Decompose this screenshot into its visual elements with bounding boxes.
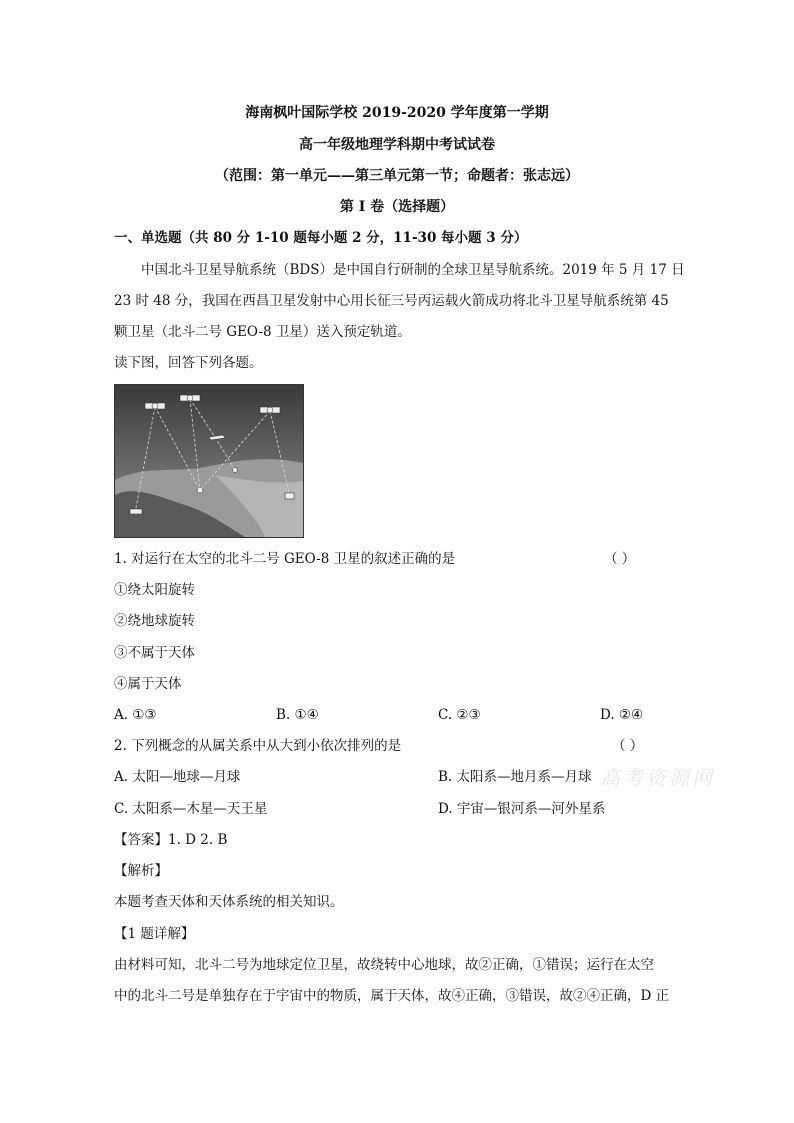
analysis-text: 本题考查天体和天体系统的相关知识。 — [114, 894, 344, 910]
q1-answer-blank: （ ） — [604, 551, 636, 567]
q1-option-a: A. ①③ — [114, 707, 157, 723]
q2-option-d: D. 宇宙—银河系—河外星系 — [438, 801, 606, 817]
q1-item-1: ①绕太阳旋转 — [114, 582, 195, 598]
q1-option-b: B. ①④ — [276, 707, 319, 723]
satellite-navigation-figure — [114, 384, 304, 538]
q1-item-4: ④属于天体 — [114, 676, 182, 692]
q2-option-c: C. 太阳系—木星—天王星 — [114, 801, 268, 817]
exam-title-subject: 高一年级地理学科期中考试试卷 — [299, 137, 495, 153]
answer-line: 【答案】1. D 2. B — [114, 832, 228, 848]
q2-stem: 2. 下列概念的从属关系中从大到小依次排列的是 — [114, 738, 402, 754]
analysis-label: 【解析】 — [114, 863, 168, 879]
detail-label: 【1 题详解】 — [114, 926, 195, 942]
q2-option-b: B. 太阳系—地月系—月球 — [438, 769, 592, 785]
volume-title: 第 I 卷（选择题） — [339, 199, 455, 215]
q1-item-3: ③不属于天体 — [114, 645, 195, 661]
passage-line-2: 23 时 48 分，我国在西昌卫星发射中心用长征三号丙运载火箭成功将北斗卫星导航系统第 45 — [114, 293, 669, 309]
satellite-figure-image — [115, 385, 303, 537]
exam-title-school: 海南枫叶国际学校 2019-2020 学年度第一学期 — [245, 105, 549, 121]
q2-option-a: A. 太阳—地球—月球 — [114, 769, 241, 785]
section-heading: 一、单选题（共 80 分 1-10 题每小题 2 分，11-30 每小题 3 分） — [114, 230, 528, 246]
passage-line-1: 中国北斗卫星导航系统（BDS）是中国自行研制的全球卫星导航系统。2019 年 5 月 17 日 — [141, 262, 685, 278]
exam-scope: （范围：第一单元——第三单元第一节；命题者：张志远） — [215, 168, 579, 184]
q1-item-2: ②绕地球旋转 — [114, 613, 195, 629]
q1-option-c: C. ②③ — [438, 707, 481, 723]
detail-line-1: 由材料可知，北斗二号为地球定位卫星，故绕转中心地球，故②正确，①错误；运行在太空 — [114, 957, 654, 973]
q2-answer-blank: （ ） — [612, 738, 644, 754]
passage-prompt: 读下图，回答下列各题。 — [114, 355, 263, 371]
watermark: 高考资源网 — [600, 766, 715, 790]
passage-line-3: 颗卫星（北斗二号 GEO-8 卫星）送入预定轨道。 — [114, 324, 411, 340]
q1-option-d: D. ②④ — [600, 707, 644, 723]
detail-line-2: 中的北斗二号是单独存在于宇宙中的物质，属于天体，故④正确，③错误，故②④正确，D 正 — [114, 988, 670, 1004]
q1-stem: 1. 对运行在太空的北斗二号 GEO-8 卫星的叙述正确的是 — [114, 551, 456, 567]
